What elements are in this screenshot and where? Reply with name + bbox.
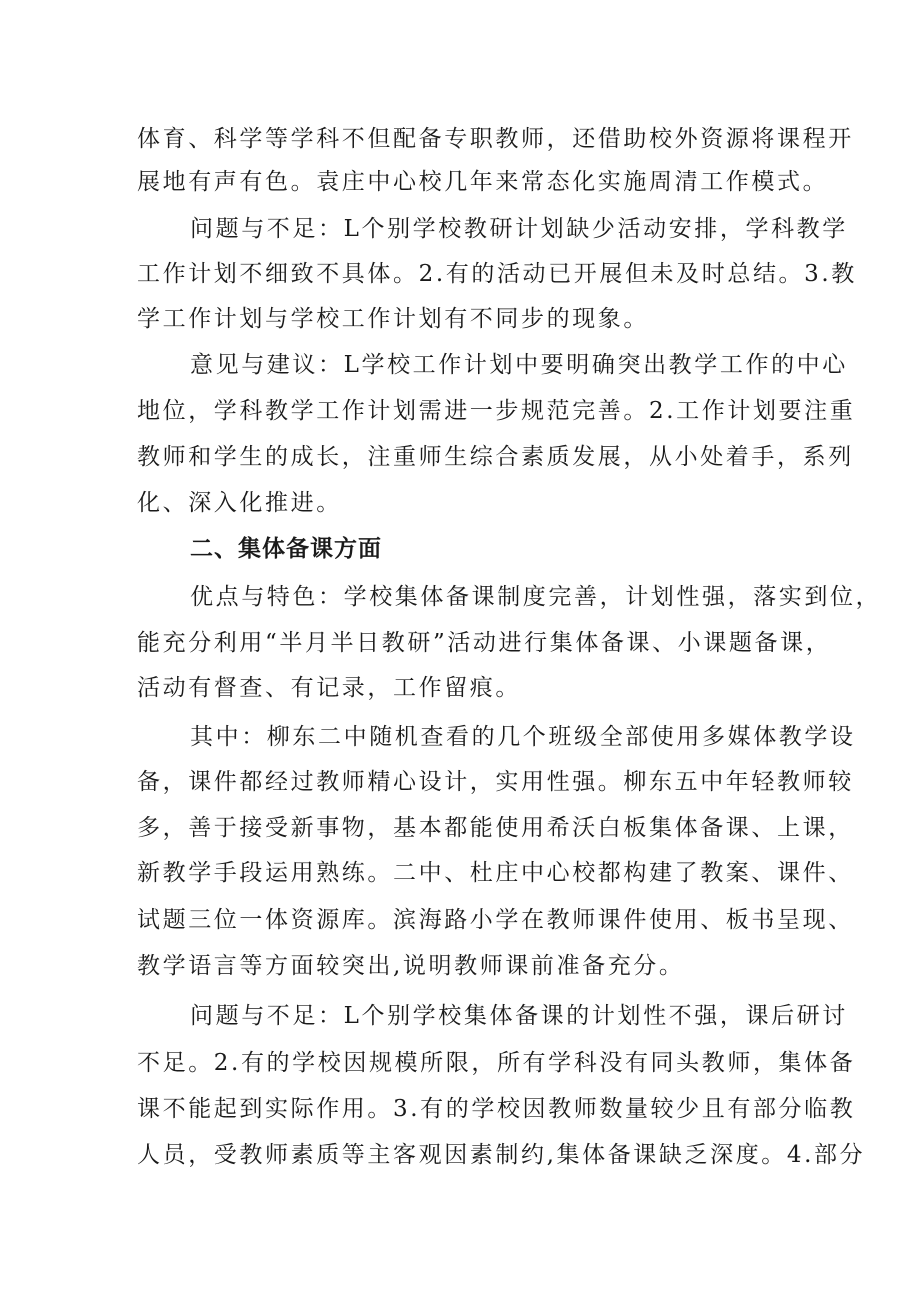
text-line: 教学语言等方面较突出,说明教师课前准备充分。 bbox=[137, 953, 685, 979]
section-heading: 二、集体备课方面 bbox=[190, 536, 382, 562]
text-line: 展地有声有色。袁庄中心校几年来常态化实施周清工作模式。 bbox=[137, 169, 829, 195]
text-line: 课不能起到实际作用。3.有的学校因教师数量较少且有部分临教 bbox=[137, 1096, 856, 1122]
text-line: 工作计划不细致不具体。2.有的活动已开展但未及时总结。3.教 bbox=[137, 261, 857, 287]
text-line: 备，课件都经过教师精心设计，实用性强。柳东五中年轻教师较 bbox=[137, 769, 854, 795]
text-line: 人员，受教师素质等主客观因素制约,集体备课缺乏深度。4.部分 bbox=[137, 1142, 866, 1168]
text-line: 体育、科学等学科不但配备专职教师，还借助校外资源将课程开 bbox=[137, 126, 854, 152]
text-line: 能充分利用“半月半日教研”活动进行集体备课、小课题备课， bbox=[137, 630, 832, 656]
text-line: 新教学手段运用熟练。二中、杜庄中心校都构建了教案、课件、 bbox=[137, 860, 854, 886]
text-line: 不足。2.有的学校因规模所限，所有学科没有同头教师，集体备 bbox=[137, 1050, 856, 1076]
paragraph-strengths-start: 优点与特色：学校集体备课制度完善，计划性强，落实到位， bbox=[190, 584, 882, 610]
text-line: 教师和学生的成长，注重师生综合素质发展，从小处着手，系列 bbox=[137, 444, 854, 470]
text-line: 多，善于接受新事物，基本都能使用希沃白板集体备课、上课， bbox=[137, 815, 854, 841]
paragraph-problems-2-start: 问题与不足：L个别学校集体备课的计划性不强，课后研讨 bbox=[190, 1003, 848, 1029]
paragraph-suggestions-start: 意见与建议：L学校工作计划中要明确突出教学工作的中心 bbox=[190, 352, 848, 378]
text-line: 学工作计划与学校工作计划有不同步的现象。 bbox=[137, 306, 649, 332]
text-line: 试题三位一体资源库。滨海路小学在教师课件使用、板书呈现、 bbox=[137, 907, 854, 933]
paragraph-problems-start: 问题与不足：L个别学校教研计划缺少活动安排，学科教学 bbox=[190, 216, 848, 242]
text-line: 活动有督查、有记录，工作留痕。 bbox=[137, 675, 521, 701]
text-line: 化、深入化推进。 bbox=[137, 490, 342, 516]
text-line: 地位，学科教学工作计划需进一步规范完善。2.工作计划要注重 bbox=[137, 398, 856, 424]
paragraph-examples-start: 其中：柳东二中随机查看的几个班级全部使用多媒体教学设 bbox=[190, 724, 856, 750]
